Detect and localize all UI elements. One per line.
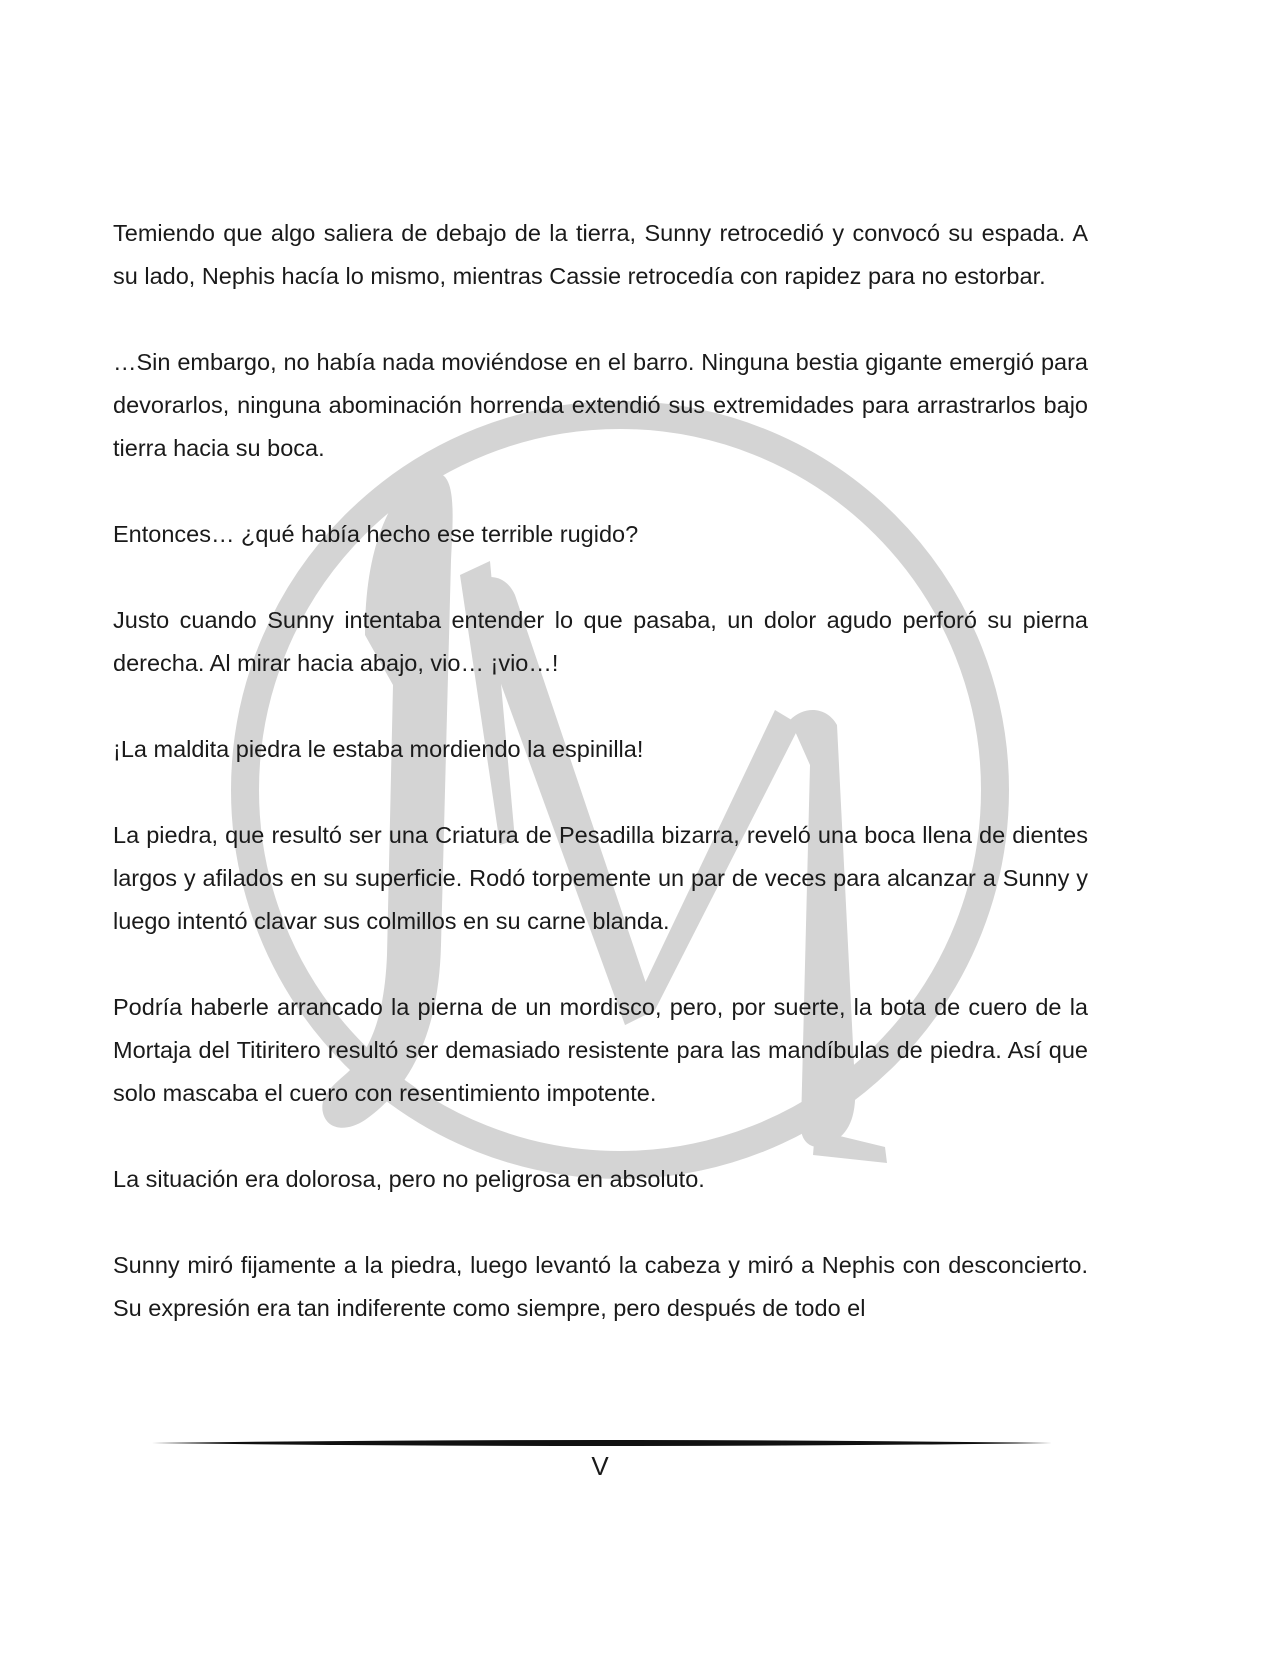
page-number: V [591,1451,609,1481]
footer-divider [152,1438,1052,1448]
paragraph: Temiendo que algo saliera de debajo de la tierra, Sunny retrocedió y convocó su espada. A su lado, Nephis hacía lo mismo, mientras Cassie retrocedía con rapidez para no estorbar. [113,220,1088,289]
paragraph: …Sin embargo, no había nada moviéndose en el barro. Ninguna bestia gigante emergió para devorarlos, ninguna abominación horrenda extendió sus extremidades para arrastrarlos bajo tierra hacia su boca. [113,349,1088,461]
paragraph: Justo cuando Sunny intentaba entender lo que pasaba, un dolor agudo perforó su pierna derecha. Al mirar hacia abajo, vio… ¡vio…! [113,607,1088,676]
paragraph: Entonces… ¿qué había hecho ese terrible rugido? [113,521,639,547]
paragraph: Sunny miró fijamente a la piedra, luego levantó la cabeza y miró a Nephis con desconcierto. Su expresión era tan indiferente como siempre, pero después de todo el [113,1252,1088,1321]
paragraph: La situación era dolorosa, pero no peligrosa en absoluto. [113,1166,705,1192]
paragraph: ¡La maldita piedra le estaba mordiendo la espinilla! [113,736,644,762]
document-body [113,212,1088,1330]
paragraph: Podría haberle arrancado la pierna de un mordisco, pero, por suerte, la bota de cuero de la Mortaja del Titiritero resultó ser demasiado resistente para las mandíbulas de piedra. Así que solo mascaba el cuero con resentimiento impotente. [113,994,1088,1106]
paragraph: La piedra, que resultó ser una Criatura de Pesadilla bizarra, reveló una boca llena de dientes largos y afilados en su superficie. Rodó torpemente un par de veces para alcanzar a Sunny y luego intentó clavar sus colmillos en su carne blanda. [113,822,1088,934]
